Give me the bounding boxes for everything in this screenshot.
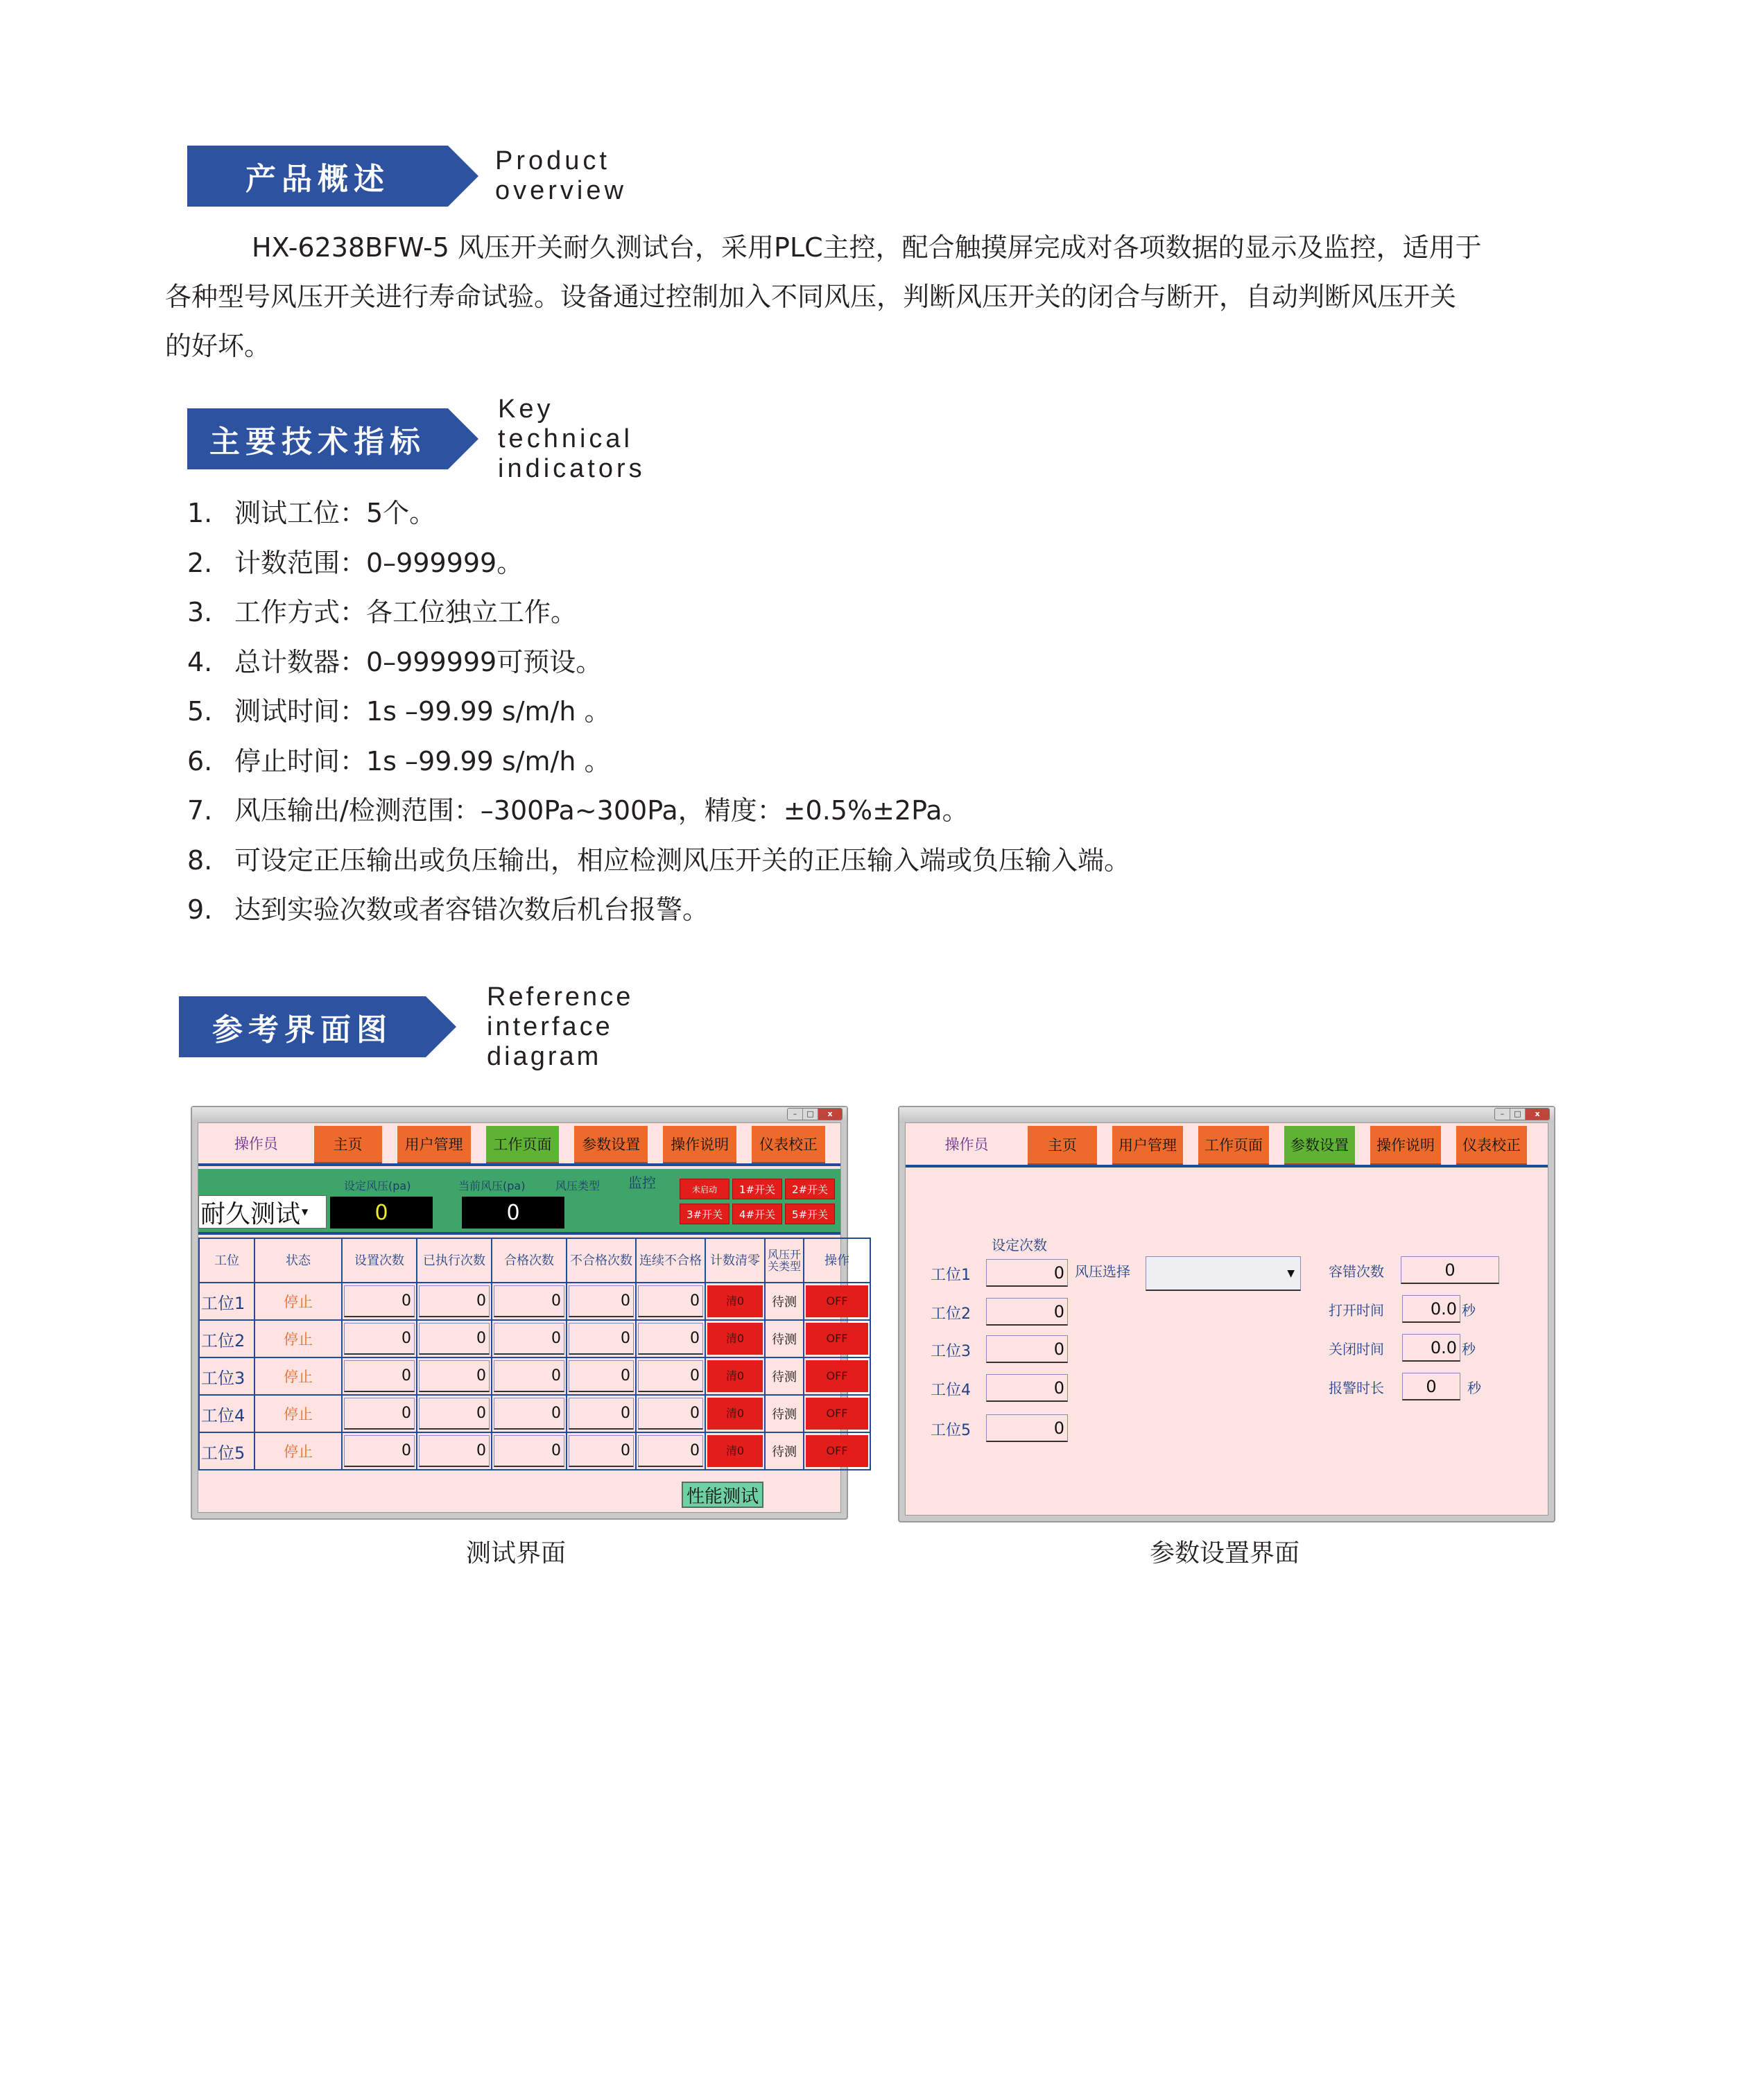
set-pressure-display: 0 [330,1197,433,1229]
switch-type-value: 待测 [765,1432,804,1470]
tab-user-management[interactable]: 用户管理 [1112,1126,1183,1165]
tab-meter-calibration[interactable]: 仪表校正 [1456,1126,1527,1165]
switch-type-value: 待测 [765,1395,804,1432]
station-label: 工位2 [199,1320,254,1357]
window-controls [787,1108,843,1120]
station-label: 工位4 [931,1382,971,1399]
station-label: 工位5 [931,1422,971,1439]
mode-select[interactable]: 耐久测试 ▼ [198,1195,327,1229]
pass-count-field[interactable]: 0 [494,1360,564,1392]
table-row [199,1283,870,1320]
tab-instructions[interactable]: 操作说明 [1370,1126,1441,1165]
param-screen-caption: 参数设置界面 [1150,1539,1300,1568]
section-title-cn: 参考界面图 [179,996,426,1057]
switch-type-value: 待测 [765,1320,804,1357]
overview-line: 的好坏。 [165,331,271,361]
station-2-count-input[interactable]: 0 [986,1298,1068,1326]
clear-count-button[interactable]: 清0 [707,1360,763,1392]
alarm-duration-input[interactable]: 0 [1402,1373,1460,1400]
station-toggle-button[interactable]: OFF [806,1435,868,1467]
station-3-count-input[interactable]: 0 [986,1335,1068,1363]
done-count-field[interactable]: 0 [419,1398,490,1430]
monitor-label: 监控 [628,1174,656,1191]
test-screen-window [191,1106,848,1520]
pass-count-field[interactable]: 0 [494,1435,564,1467]
consecutive-fail-field[interactable]: 0 [638,1323,703,1355]
set-count-field[interactable]: 0 [344,1398,415,1430]
table-row [199,1320,870,1357]
operator-label: 操作员 [234,1136,278,1152]
switch-indicator-2: 2#开关 [785,1179,835,1199]
station-label: 工位1 [931,1267,971,1284]
column-header: 已执行次数 [417,1238,492,1283]
alarm-duration-label: 报警时长 [1329,1380,1384,1396]
tab-user-management[interactable]: 用户管理 [397,1126,471,1163]
spec-item: 8. 可设定正压输出或负压输出，相应检测风压开关的正压输入端或负压输入端。 [187,844,1131,876]
fail-count-field[interactable]: 0 [569,1398,634,1430]
tab-home[interactable]: 主页 [314,1126,382,1163]
station-state: 停止 [254,1283,342,1320]
column-header: 计数清零 [705,1238,765,1283]
pass-count-field[interactable]: 0 [494,1323,564,1355]
station-toggle-button[interactable]: OFF [806,1398,868,1430]
tab-home[interactable]: 主页 [1028,1126,1097,1165]
station-state: 停止 [254,1357,342,1395]
station-label: 工位2 [931,1305,971,1323]
set-count-label: 设定次数 [992,1237,1047,1253]
column-header: 状态 [254,1238,342,1283]
section-title-en: Reference interface diagram [487,982,634,1071]
column-header: 工位 [199,1238,254,1283]
operator-label: 操作员 [944,1136,989,1153]
column-header: 连续不合格 [636,1238,705,1283]
station-toggle-button[interactable]: OFF [806,1323,868,1355]
window-titlebar [192,1107,847,1122]
done-count-field[interactable]: 0 [419,1360,490,1392]
spec-item: 9. 达到实验次数或者容错次数后机台报警。 [187,894,709,925]
station-5-count-input[interactable]: 0 [986,1414,1068,1442]
close-icon[interactable]: x [818,1109,842,1120]
switch-indicator-1: 1#开关 [732,1179,782,1199]
maximize-icon[interactable]: □ [803,1109,818,1120]
current-pressure-label: 当前风压(pa) [458,1179,526,1192]
table-row [199,1432,870,1470]
fail-count-field[interactable]: 0 [569,1360,634,1392]
column-header: 不合格次数 [567,1238,636,1283]
set-pressure-label: 设定风压(pa) [344,1179,411,1192]
station-toggle-button[interactable]: OFF [806,1285,868,1317]
tab-meter-calibration[interactable]: 仪表校正 [752,1126,825,1163]
table-header-row [199,1238,870,1283]
column-header: 设置次数 [342,1238,417,1283]
fail-count-field[interactable]: 0 [569,1435,634,1467]
pressure-select-label: 风压选择 [1075,1263,1130,1280]
station-state: 停止 [254,1320,342,1357]
nav-bar [198,1123,840,1166]
clear-count-button[interactable]: 清0 [707,1398,763,1430]
station-state: 停止 [254,1432,342,1470]
open-time-input[interactable]: 0.0 [1402,1295,1460,1323]
done-count-field[interactable]: 0 [419,1435,490,1467]
set-count-field[interactable]: 0 [344,1323,415,1355]
switch-indicator-4: 4#开关 [732,1204,782,1224]
spec-item: 2. 计数范围：0–999999。 [187,547,524,578]
seconds-unit: 秒 [1462,1302,1476,1319]
fail-count-field[interactable]: 0 [569,1285,634,1317]
pressure-type-label: 风压类型 [555,1179,601,1192]
station-state: 停止 [254,1395,342,1432]
overview-paragraph [165,223,1607,371]
test-screen-client [198,1122,849,1513]
spec-list [187,489,1130,935]
nav-bar [906,1123,1548,1168]
column-header: 风压开关类型 [765,1238,804,1283]
banner-arrow-shape [448,146,478,207]
param-screen-window [898,1106,1555,1522]
switch-indicator-3: 3#开关 [680,1204,729,1224]
section-title-cn: 产品概述 [187,146,448,207]
close-time-label: 关闭时间 [1329,1341,1384,1357]
spec-item: 7. 风压输出/检测范围：–300Pa~300Pa，精度：±0.5%±2Pa。 [187,795,969,826]
station-1-count-input[interactable]: 0 [986,1259,1068,1287]
pass-count-field[interactable]: 0 [494,1398,564,1430]
consecutive-fail-field[interactable]: 0 [638,1398,703,1430]
switch-type-value: 待测 [765,1283,804,1320]
param-screen-client [905,1122,1548,1516]
tab-parameter-settings[interactable]: 参数设置 [1284,1126,1355,1165]
spec-item: 1. 测试工位：5个。 [187,498,436,528]
section-title-en: Product overview [495,146,627,205]
station-label: 工位3 [931,1343,971,1360]
window-titlebar [899,1107,1554,1122]
section-title-cn: 主要技术指标 [187,408,448,469]
close-time-input[interactable]: 0.0 [1402,1334,1460,1362]
seconds-unit: 秒 [1462,1341,1476,1357]
banner-arrow-shape [448,408,478,469]
set-count-field[interactable]: 0 [344,1435,415,1467]
done-count-field[interactable]: 0 [419,1323,490,1355]
station-table [198,1238,871,1470]
banner-arrow-shape [426,996,456,1057]
pressure-select-dropdown[interactable] [1146,1256,1301,1291]
minimize-icon[interactable]: – [788,1109,803,1120]
chevron-down-icon: ▼ [1287,1268,1295,1279]
seconds-unit: 秒 [1467,1380,1481,1396]
fail-count-field[interactable]: 0 [569,1323,634,1355]
clear-count-button[interactable]: 清0 [707,1323,763,1355]
station-label: 工位5 [199,1432,254,1470]
station-toggle-button[interactable]: OFF [806,1360,868,1392]
spec-item: 3. 工作方式：各工位独立工作。 [187,597,578,627]
tab-work-page[interactable]: 工作页面 [486,1126,560,1163]
spec-item: 6. 停止时间：1s –99.99 s/m/h 。 [187,745,611,776]
clear-count-button[interactable]: 清0 [707,1435,763,1467]
pass-count-field[interactable]: 0 [494,1285,564,1317]
done-count-field[interactable]: 0 [419,1285,490,1317]
status-bar [198,1169,840,1235]
fault-tolerance-input[interactable]: 0 [1401,1256,1499,1284]
tab-work-page[interactable]: 工作页面 [1198,1126,1269,1165]
performance-test-button[interactable]: 性能测试 [682,1482,763,1508]
column-header: 操作 [804,1238,870,1283]
spec-item: 5. 测试时间：1s –99.99 s/m/h 。 [187,696,611,727]
consecutive-fail-field[interactable]: 0 [638,1285,703,1317]
open-time-label: 打开时间 [1329,1302,1384,1319]
minimize-icon[interactable]: – [1495,1109,1510,1120]
overview-line: HX-6238BFW-5 风压开关耐久测试台，采用PLC主控，配合触摸屏完成对各项数据的显示及监控，适用于 [252,232,1482,263]
consecutive-fail-field[interactable]: 0 [638,1435,703,1467]
station-label: 工位1 [199,1283,254,1320]
close-icon[interactable]: x [1526,1109,1549,1120]
window-controls [1494,1108,1550,1120]
test-screen-caption: 测试界面 [466,1539,567,1568]
table-row [199,1395,870,1432]
set-count-field[interactable]: 0 [344,1285,415,1317]
maximize-icon[interactable]: □ [1510,1109,1526,1120]
chevron-down-icon: ▼ [302,1207,309,1217]
table-row [199,1357,870,1395]
overview-line: 各种型号风压开关进行寿命试验。设备通过控制加入不同风压，判断风压开关的闭合与断开，自动判断风压开关 [165,281,1457,312]
section-title-en: Key technical indicators [498,394,646,483]
tab-instructions[interactable]: 操作说明 [663,1126,736,1163]
station-label: 工位4 [199,1395,254,1432]
current-pressure-display: 0 [462,1197,564,1229]
station-4-count-input[interactable]: 0 [986,1374,1068,1402]
station-label: 工位3 [199,1357,254,1395]
switch-type-value: 待测 [765,1357,804,1395]
set-count-field[interactable]: 0 [344,1360,415,1392]
spec-item: 4. 总计数器：0–999999可预设。 [187,646,603,677]
consecutive-fail-field[interactable]: 0 [638,1360,703,1392]
switch-indicator-not-started: 未启动 [680,1179,729,1199]
fault-tolerance-label: 容错次数 [1329,1263,1384,1280]
tab-parameter-settings[interactable]: 参数设置 [574,1126,648,1163]
switch-indicator-5: 5#开关 [785,1204,835,1224]
column-header: 合格次数 [492,1238,567,1283]
clear-count-button[interactable]: 清0 [707,1285,763,1317]
